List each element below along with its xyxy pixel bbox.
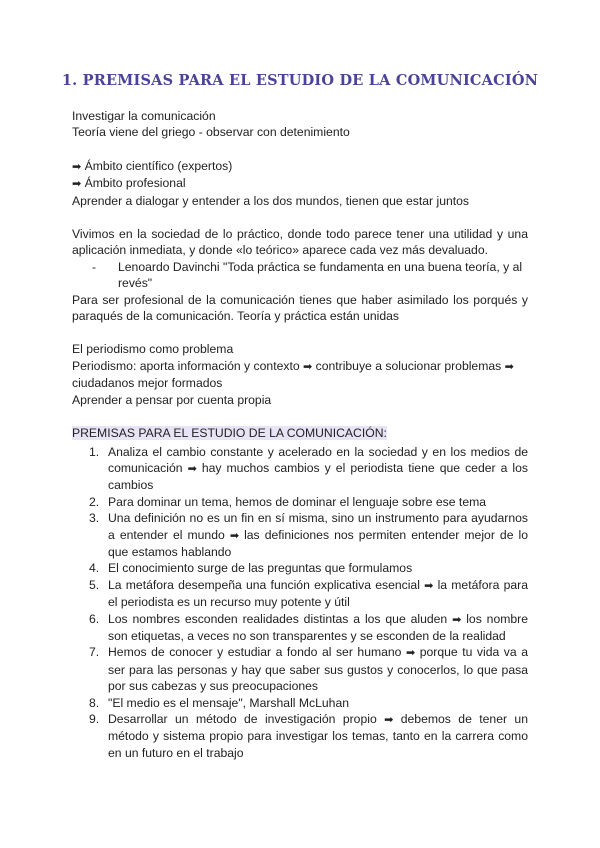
periodismo-line: Periodismo: aporta información y contexto ➡ contribuye a solucionar problemas ➡ ciudadanos mejor formados <box>72 358 514 391</box>
intro-line: Investigar la comunicación <box>72 109 216 123</box>
premisas-heading: PREMISAS PARA EL ESTUDIO DE LA COMUNICACIÓN: <box>72 426 387 441</box>
list-item: 1. Analiza el cambio constante y acelerado en la sociedad y en los medios de comunicación ➡ hay muchos cambios y el periodista tiene que ceder a los cambios <box>89 444 528 493</box>
arrow-right-icon: ➡ <box>424 578 434 592</box>
ambitos-conclusion: Aprender a dialogar y entender a los dos mundos, tienen que estar juntos <box>72 193 470 208</box>
list-item: 5. La metáfora desempeña una función explicativa esencial ➡ la metáfora para el periodista es un recurso muy potente y útil <box>89 577 528 610</box>
arrow-right-icon: ➡ <box>303 359 313 373</box>
premisas-list <box>72 444 528 762</box>
list-item: 6. Los nombres esconden realidades distintas a los que aluden ➡ los nombre son etiquetas, a veces no son transparentes y se esconden de la realidad <box>89 611 528 643</box>
ambito-profesional: ➡ Ámbito profesional <box>72 176 186 191</box>
arrow-right-icon: ➡ <box>504 359 514 373</box>
list-item: 3. Una definición no es un fin en sí misma, sino un instrumento para ayudarnos a entender el mundo ➡ las definiciones nos permiten entender mejor de lo que estamos hablando <box>89 511 529 559</box>
list-item: 9. Desarrollar un método de investigación propio ➡ debemos de tener un método y sistema propio para investigar los temas, tanto en la carrera como en un futuro en el trabajo <box>89 712 528 760</box>
arrow-right-icon: ➡ <box>452 612 462 626</box>
dash-bullet: - <box>92 259 97 274</box>
arrow-right-icon: ➡ <box>72 177 82 191</box>
arrow-right-icon: ➡ <box>187 461 197 475</box>
list-item: 8. "El medio es el mensaje", Marshall McLuhan <box>89 695 350 710</box>
practico-paragraph: Vivimos en la sociedad de lo práctico, donde todo parece tener una utilidad y una aplicación inmediata, y donde «lo teórico» aparece cada vez más devaluado. <box>72 227 528 258</box>
periodismo-line: El periodismo como problema <box>72 342 234 357</box>
arrow-right-icon: ➡ <box>229 528 240 542</box>
document-body <box>72 108 528 761</box>
arrow-right-icon: ➡ <box>384 713 394 726</box>
arrow-right-icon: ➡ <box>72 159 82 173</box>
profesional-paragraph: Para ser profesional de la comunicación tienes que haber asimilado los porqués y paraqués de la comunicación. Teoría y práctica están unidas <box>72 292 528 324</box>
ambito-cientifico: ➡ Ámbito científico (expertos) <box>72 158 233 173</box>
list-item: 4. El conocimiento surge de las preguntas que formulamos <box>89 561 413 576</box>
page-title: 1. PREMISAS PARA EL ESTUDIO DE LA COMUNICACIÓN <box>61 72 539 89</box>
periodismo-line: Aprender a pensar por cuenta propia <box>72 392 272 407</box>
intro-line: Teoría viene del griego - observar con detenimiento <box>72 125 350 140</box>
arrow-right-icon: ➡ <box>406 646 416 660</box>
list-item: 7. Hemos de conocer y estudiar a fondo al ser humano ➡ porque tu vida va a ser para las personas y hay que saber sus gustos y conocerlos, lo que pasa por sus cabezas y sus preocupaciones <box>89 645 528 694</box>
quote-item: - Lenoardo Davinchi "Toda práctica se fundamenta en una buena teoría, y al revés" <box>92 259 523 291</box>
list-item: 2. Para dominar un tema, hemos de dominar el lenguaje sobre ese tema <box>89 494 487 509</box>
